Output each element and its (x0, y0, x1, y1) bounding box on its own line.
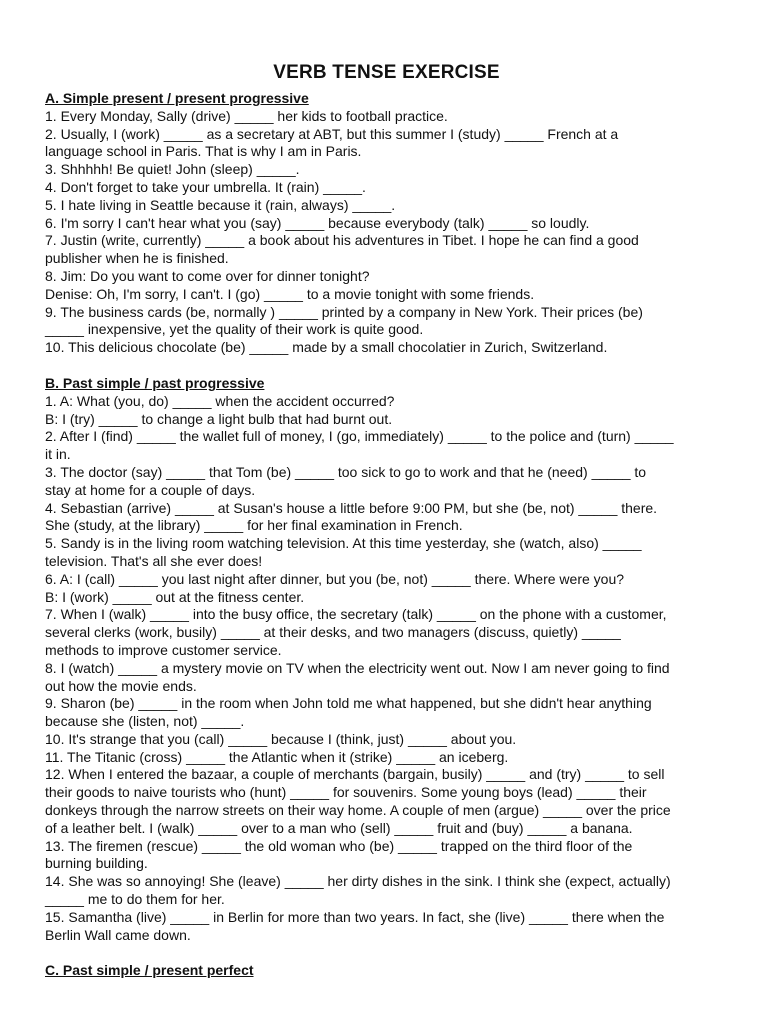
exercise-line: 3. Shhhhh! Be quiet! John (sleep) _____. (45, 161, 300, 178)
exercise-line: stay at home for a couple of days. (45, 481, 256, 498)
exercise-section (45, 962, 728, 980)
exercise-line: 5. I hate living in Seattle because it (rain, always) _____. (45, 196, 396, 213)
exercise-line: B: I (try) _____ to change a light bulb that had burnt out. (45, 410, 393, 427)
exercise-line: 2. After I (find) _____ the wallet full of money, I (go, immediately) _____ to the police and (turn) _____ (45, 428, 674, 445)
exercise-line: 10. It's strange that you (call) _____ because I (think, just) _____ about you. (45, 730, 517, 747)
exercise-line: 10. This delicious chocolate (be) _____ made by a small chocolatier in Zurich, Switzerland. (45, 339, 608, 356)
exercise-line: publisher when he is finished. (45, 250, 229, 267)
exercise-line: it in. (45, 446, 71, 463)
exercise-line: 7. Justin (write, currently) _____ a book about his adventures in Tibet. I hope he can find a good (45, 232, 639, 249)
exercise-line: 3. The doctor (say) _____ that Tom (be) _____ too sick to go to work and that he (need) _____ to (45, 463, 647, 480)
exercise-line: out how the movie ends. (45, 677, 197, 694)
exercise-line: 11. The Titanic (cross) _____ the Atlantic when it (strike) _____ an iceberg. (45, 748, 509, 765)
exercise-line: 15. Samantha (live) _____ in Berlin for more than two years. In fact, she (live) _____ there when the (45, 908, 665, 925)
worksheet-title: VERB TENSE EXERCISE (273, 62, 500, 83)
exercise-line: 2. Usually, I (work) _____ as a secretary at ABT, but this summer I (study) _____ French at a (45, 125, 619, 142)
exercise-line: 13. The firemen (rescue) _____ the old woman who (be) _____ trapped on the third floor of the (45, 837, 633, 854)
exercise-line: 14. She was so annoying! She (leave) _____ her dirty dishes in the sink. I think she (expect, actually) (45, 873, 671, 890)
section-heading: C. Past simple / present perfect (45, 962, 254, 979)
exercise-line: She (study, at the library) _____ for her final examination in French. (45, 517, 463, 534)
exercise-line: 6. A: I (call) _____ you last night after dinner, but you (be, not) _____ there. Where were you? (45, 570, 625, 587)
exercise-line: their goods to naive tourists who (hunt) _____ for souvenirs. Some young boys (lead) _____ their (45, 784, 647, 801)
exercise-sections (45, 90, 728, 980)
exercise-line: 5. Sandy is in the living room watching television. At this time yesterday, she (watch, also) _____ (45, 535, 642, 552)
exercise-line: 4. Don't forget to take your umbrella. It (rain) _____. (45, 178, 366, 195)
exercise-line: 7. When I (walk) _____ into the busy office, the secretary (talk) _____ on the phone with a customer, (45, 606, 667, 623)
exercise-line: because she (listen, not) _____. (45, 713, 245, 730)
exercise-line: Berlin Wall came down. (45, 926, 191, 943)
exercise-line: _____ me to do them for her. (45, 891, 225, 908)
exercise-line: 8. Jim: Do you want to come over for dinner tonight? (45, 267, 370, 284)
exercise-line: _____ inexpensive, yet the quality of their work is quite good. (45, 321, 424, 338)
exercise-line: 1. A: What (you, do) _____ when the accident occurred? (45, 392, 395, 409)
exercise-line: 9. The business cards (be, normally ) _____ printed by a company in New York. Their prices (be) (45, 303, 643, 320)
section-heading: B. Past simple / past progressive (45, 374, 265, 391)
exercise-line: television. That's all she ever does! (45, 552, 263, 569)
exercise-line: several clerks (work, busily) _____ at their desks, and two managers (discuss, quietly) _____ (45, 624, 621, 641)
exercise-line: 4. Sebastian (arrive) _____ at Susan's house a little before 9:00 PM, but she (be, not) _____ there. (45, 499, 658, 516)
exercise-line: 6. I'm sorry I can't hear what you (say) _____ because everybody (talk) _____ so loudly. (45, 214, 590, 231)
exercise-section (45, 90, 728, 357)
exercise-line: donkeys through the narrow streets on their way home. A couple of men (argue) _____ over the price (45, 802, 671, 819)
exercise-line: 1. Every Monday, Sally (drive) _____ her kids to football practice. (45, 107, 448, 124)
exercise-line: 12. When I entered the bazaar, a couple of merchants (bargain, busily) _____ and (try) _____ to sell (45, 766, 665, 783)
exercise-line: of a leather belt. I (walk) _____ over to a man who (sell) _____ fruit and (buy) _____ a banana. (45, 819, 633, 836)
exercise-line: Denise: Oh, I'm sorry, I can't. I (go) _____ to a movie tonight with some friends. (45, 285, 535, 302)
exercise-line: B: I (work) _____ out at the fitness center. (45, 588, 305, 605)
exercise-line: methods to improve customer service. (45, 641, 282, 658)
exercise-line: 9. Sharon (be) _____ in the room when John told me what happened, but she didn't hear anything (45, 695, 652, 712)
exercise-line: language school in Paris. That is why I am in Paris. (45, 143, 362, 160)
exercise-line: 8. I (watch) _____ a mystery movie on TV when the electricity went out. Now I am never going to find (45, 659, 670, 676)
section-heading: A. Simple present / present progressive (45, 90, 309, 106)
exercise-section (45, 375, 728, 945)
exercise-line: burning building. (45, 855, 148, 872)
